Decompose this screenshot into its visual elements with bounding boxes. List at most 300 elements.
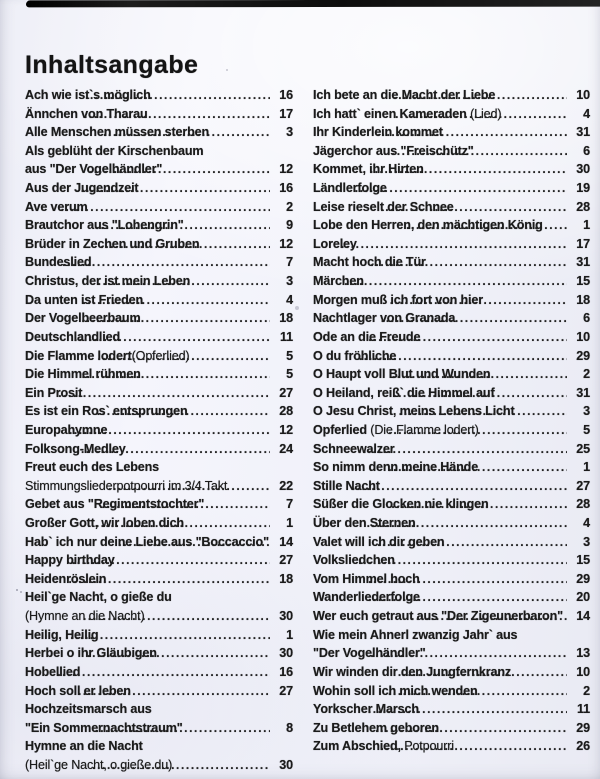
toc-entry-title bbox=[313, 384, 495, 403]
toc-entry bbox=[25, 663, 293, 682]
dot-leader bbox=[84, 105, 270, 124]
page-number: 31 bbox=[576, 125, 590, 140]
dot-leader bbox=[367, 514, 567, 533]
toc-entry-subtitle: (Die Flamme lodert) bbox=[370, 422, 479, 437]
dot-leader bbox=[118, 533, 270, 552]
toc-entry-title bbox=[313, 551, 395, 570]
page-number: 3 bbox=[286, 274, 293, 289]
toc-entry bbox=[25, 682, 293, 701]
dot-leader bbox=[76, 440, 270, 459]
toc-entry-title-text: Wie mein Ahnerl zwanzig Jahr` aus bbox=[313, 627, 518, 642]
toc-entry-title bbox=[25, 365, 141, 384]
toc-entry-title-text: Ländlerfolge bbox=[313, 181, 387, 196]
toc-entry-title bbox=[313, 291, 484, 310]
dot-leader bbox=[393, 86, 567, 105]
toc-entry bbox=[313, 235, 590, 254]
toc-entry-title bbox=[313, 402, 515, 421]
page-number: 13 bbox=[576, 646, 590, 661]
toc-entry-title-text: Opferlied bbox=[313, 422, 371, 437]
toc-entry-title bbox=[313, 570, 420, 589]
toc-entry-title-text: Wer euch getraut aus "Der Zigeunerbaron" bbox=[313, 609, 563, 624]
toc-entry-title-text: "Der Vogelhändler" bbox=[313, 646, 426, 661]
page-number: 30 bbox=[279, 609, 293, 624]
dot-leader bbox=[57, 663, 270, 682]
toc-entry bbox=[313, 737, 590, 756]
toc-entry-title-text: Über den Sternen bbox=[313, 516, 416, 531]
toc-entry bbox=[313, 514, 590, 533]
toc-entry bbox=[25, 291, 293, 310]
toc-entry bbox=[25, 384, 293, 403]
toc-entry bbox=[313, 440, 590, 459]
toc-entry-title bbox=[25, 105, 148, 124]
dot-leader bbox=[392, 365, 567, 384]
toc-entry-title bbox=[25, 347, 190, 366]
toc-entry bbox=[25, 514, 293, 533]
toc-entry-title-text: O Jesu Christ, meins Lebens Licht bbox=[313, 404, 515, 419]
toc-entry-title-text: Ihr Kinderlein kommet bbox=[313, 125, 443, 140]
toc-entry-title-text: Valet will ich dir geben bbox=[313, 534, 445, 549]
toc-entry-title-text: Wir winden dir den Jungfernkranz bbox=[313, 664, 512, 679]
toc-entry-title bbox=[25, 551, 115, 570]
page-number: 2 bbox=[286, 199, 293, 214]
page-number: 17 bbox=[576, 236, 590, 251]
toc-entry bbox=[313, 588, 590, 607]
page-number: 30 bbox=[279, 757, 293, 772]
page-number: 16 bbox=[279, 181, 293, 196]
dot-leader bbox=[85, 86, 270, 105]
toc-entry-title-text: O Heiland, reiß` die Himmel auf bbox=[313, 385, 495, 400]
toc-entry-title-text: Herbei o ihr Gläubigen bbox=[25, 646, 157, 661]
toc-entry-title bbox=[313, 588, 420, 607]
toc-entry bbox=[25, 142, 293, 161]
toc-entry-title bbox=[25, 588, 172, 607]
toc-entry-title bbox=[313, 421, 479, 440]
page-number: 9 bbox=[286, 218, 293, 233]
dot-leader bbox=[368, 328, 567, 347]
page-number: 16 bbox=[279, 664, 293, 679]
toc-entry-title-text: Heil`ge Nacht, o gieße du bbox=[25, 590, 172, 605]
toc-entry bbox=[25, 160, 293, 179]
dot-leader bbox=[108, 477, 270, 496]
page-number: 17 bbox=[279, 106, 293, 121]
dot-leader bbox=[82, 365, 270, 384]
page-number: 29 bbox=[576, 348, 590, 363]
toc-entry-title-text: Märchen bbox=[313, 274, 364, 289]
dot-leader bbox=[62, 253, 270, 272]
toc-entry-title-text: Die Himmel rühmen bbox=[25, 367, 141, 382]
dot-leader bbox=[100, 235, 270, 254]
dot-leader bbox=[390, 291, 567, 310]
toc-entry-title-text: Volksliedchen bbox=[313, 553, 395, 568]
toc-entry-title bbox=[313, 607, 563, 626]
toc-entry-title bbox=[313, 458, 479, 477]
dot-leader bbox=[355, 179, 567, 198]
toc-entry-title bbox=[25, 440, 126, 459]
toc-entry bbox=[313, 105, 590, 124]
page-title: Inhaltsangabe bbox=[25, 51, 199, 79]
toc-entry bbox=[25, 216, 293, 235]
toc-entry bbox=[25, 421, 293, 440]
toc-entry-title bbox=[313, 514, 416, 533]
page-number: 16 bbox=[279, 88, 293, 102]
toc-entry-title bbox=[25, 160, 163, 179]
toc-entry-title-text: Europahymne bbox=[25, 422, 108, 437]
toc-entry bbox=[313, 328, 590, 347]
toc-entry-title-text: Heilig, Heilig bbox=[25, 627, 99, 642]
toc-entry-title-text: Da unten ist Frieden bbox=[25, 292, 144, 307]
dot-leader bbox=[368, 700, 567, 719]
toc-entry-title-text: Die Flamme lodert bbox=[25, 348, 132, 363]
dot-leader bbox=[352, 477, 567, 496]
toc-entry-title bbox=[25, 235, 200, 254]
dot-leader bbox=[359, 347, 567, 366]
dot-leader bbox=[61, 198, 270, 217]
toc-entry-title-text: O Haupt voll Blut und Wunden bbox=[313, 367, 491, 382]
toc-entry-title bbox=[25, 663, 81, 682]
toc-entry bbox=[25, 458, 293, 477]
toc-entry-title bbox=[313, 737, 454, 756]
toc-entry-title bbox=[25, 682, 131, 701]
dot-leader bbox=[398, 663, 567, 682]
toc-entry-title bbox=[25, 533, 269, 552]
toc-entry bbox=[25, 123, 293, 142]
toc-entry bbox=[25, 551, 293, 570]
page-number: 14 bbox=[576, 609, 590, 624]
page-number: 30 bbox=[576, 162, 590, 177]
toc-entry bbox=[313, 719, 590, 738]
page-number: 31 bbox=[576, 385, 590, 400]
toc-entry bbox=[313, 86, 590, 105]
toc-entry-title-text: Ave verum bbox=[25, 199, 88, 214]
toc-entry-title bbox=[313, 142, 474, 161]
toc-entry-title-text: Bundeslied bbox=[25, 255, 92, 270]
toc-entry-title bbox=[313, 328, 421, 347]
toc-entry-subtitle: (Opferlied) bbox=[131, 348, 190, 363]
page-number: 4 bbox=[583, 106, 590, 121]
toc-entry bbox=[313, 421, 590, 440]
dot-leader bbox=[96, 514, 270, 533]
toc-entry-title bbox=[313, 123, 443, 142]
toc-entry-title bbox=[25, 291, 144, 310]
toc-columns bbox=[25, 86, 590, 775]
dot-leader bbox=[69, 570, 270, 589]
page-number: 20 bbox=[576, 590, 590, 605]
dot-leader bbox=[388, 682, 567, 701]
toc-entry-title-text: So nimm denn meine Hände bbox=[313, 460, 479, 475]
toc-entry-title-text: Freut euch des Lebens bbox=[25, 460, 160, 475]
toc-entry bbox=[313, 607, 590, 626]
toc-entry-title bbox=[313, 179, 387, 198]
dot-leader bbox=[87, 644, 270, 663]
page-number: 28 bbox=[279, 404, 293, 419]
toc-entry-title bbox=[25, 216, 184, 235]
toc-entry-title-text: Ein Prosit bbox=[25, 385, 83, 400]
dot-leader bbox=[98, 272, 270, 291]
toc-entry bbox=[313, 384, 590, 403]
dot-leader bbox=[381, 309, 567, 328]
toc-entry bbox=[25, 756, 293, 775]
toc-entry-title bbox=[25, 607, 145, 626]
toc-entry-title bbox=[313, 365, 491, 384]
toc-entry-title-text: Wanderliederfolge bbox=[313, 590, 420, 605]
page-number: 12 bbox=[279, 162, 293, 177]
toc-entry bbox=[25, 309, 293, 328]
dot-leader bbox=[341, 235, 567, 254]
toc-entry-title bbox=[313, 198, 454, 217]
toc-entry-title bbox=[25, 384, 83, 403]
page-number: 24 bbox=[279, 441, 293, 456]
toc-entry-title-text: Christus, der ist mein Leben bbox=[25, 274, 191, 289]
toc-entry-title bbox=[313, 105, 502, 124]
toc-entry-title bbox=[313, 160, 424, 179]
toc-entry-title bbox=[313, 235, 357, 254]
toc-entry bbox=[313, 458, 590, 477]
page-number: 12 bbox=[279, 236, 293, 251]
toc-entry-title bbox=[313, 626, 517, 645]
toc-entry bbox=[25, 253, 293, 272]
toc-entry bbox=[25, 700, 293, 719]
toc-entry bbox=[313, 626, 590, 645]
toc-entry-title bbox=[313, 682, 478, 701]
toc-entry-title-text: Alle Menschen müssen sterben bbox=[25, 125, 210, 140]
toc-entry-title-text: Ich bete an die Macht der Liebe bbox=[313, 88, 496, 102]
toc-entry-title bbox=[313, 253, 426, 272]
page-number: 27 bbox=[576, 478, 590, 493]
dot-leader bbox=[65, 626, 270, 645]
toc-entry-title bbox=[313, 477, 380, 496]
dot-leader bbox=[399, 402, 567, 421]
page-number: 27 bbox=[279, 683, 293, 698]
dot-leader bbox=[370, 644, 567, 663]
page-number: 27 bbox=[279, 385, 293, 400]
dot-leader bbox=[72, 551, 270, 570]
toc-entry bbox=[313, 272, 590, 291]
dot-leader bbox=[96, 216, 270, 235]
page-number: 29 bbox=[576, 720, 590, 735]
dot-leader bbox=[78, 682, 270, 701]
toc-entry-title-text: Heidenröslein bbox=[25, 571, 107, 586]
toc-entry bbox=[313, 253, 590, 272]
toc-entry-title-text: Kommet, ihr Hirten bbox=[313, 162, 424, 177]
toc-entry-title bbox=[313, 533, 445, 552]
toc-entry bbox=[313, 700, 590, 719]
dot-leader bbox=[380, 198, 567, 217]
page-number: 3 bbox=[583, 534, 590, 549]
toc-entry-title-text: Yorkscher Marsch bbox=[313, 702, 419, 717]
toc-entry-title bbox=[313, 644, 426, 663]
dot-leader bbox=[83, 607, 270, 626]
toc-entry-title bbox=[313, 440, 395, 459]
page-number: 1 bbox=[583, 460, 590, 475]
dot-leader bbox=[368, 570, 567, 589]
toc-entry-title-text: Süßer die Glocken nie klingen bbox=[313, 497, 489, 512]
page-number: 19 bbox=[576, 181, 590, 196]
dot-leader bbox=[393, 384, 567, 403]
toc-entry-title bbox=[25, 570, 107, 589]
toc-entry bbox=[25, 533, 293, 552]
toc-entry bbox=[25, 719, 293, 738]
toc-entry-title-text: aus "Der Vogelhändler" bbox=[25, 162, 163, 177]
toc-entry-title-text: Leise rieselt der Schnee bbox=[313, 199, 454, 214]
toc-entry-subtitle: (Heil`ge Nacht, o gieße du) bbox=[25, 757, 173, 772]
toc-entry-subtitle: (Hymne an die Nacht) bbox=[25, 609, 145, 624]
page-number: 15 bbox=[576, 553, 590, 568]
dot-leader bbox=[370, 253, 567, 272]
toc-entry bbox=[25, 440, 293, 459]
dot-leader bbox=[358, 440, 567, 459]
scan-speck bbox=[16, 589, 18, 591]
page-number: 3 bbox=[286, 125, 293, 140]
dot-leader bbox=[97, 402, 270, 421]
dot-leader bbox=[395, 105, 567, 124]
page-number: 6 bbox=[583, 143, 590, 158]
page-number: 10 bbox=[576, 88, 590, 102]
toc-entry-title-text: Nachtlager von Granada bbox=[313, 311, 456, 326]
page-number: 11 bbox=[576, 702, 590, 717]
page-number: 6 bbox=[583, 311, 590, 326]
page-number: 7 bbox=[286, 255, 293, 270]
toc-entry-subtitle: Potpourri bbox=[404, 739, 454, 754]
toc-entry bbox=[25, 86, 293, 105]
page-number: 14 bbox=[279, 534, 293, 549]
toc-entry-title-text: Ännchen von Tharau bbox=[25, 106, 148, 121]
toc-entry-title-text: Gebet aus "Regimentstochter" bbox=[25, 497, 205, 512]
page-number: 18 bbox=[576, 292, 590, 307]
page-number: 18 bbox=[279, 311, 293, 326]
toc-entry bbox=[313, 216, 590, 235]
dot-leader bbox=[97, 347, 270, 366]
toc-entry-title bbox=[25, 86, 151, 105]
toc-entry-title-text: Brautchor aus "Lohengrin" bbox=[25, 218, 184, 233]
toc-entry bbox=[25, 235, 293, 254]
toc-entry-title-text: Vom Himmel hoch bbox=[313, 571, 420, 586]
page-number: 2 bbox=[583, 367, 590, 382]
toc-entry-title-text: Stille Nacht bbox=[313, 478, 380, 493]
toc-entry-title bbox=[313, 347, 397, 366]
toc-entry bbox=[25, 198, 293, 217]
page-number: 25 bbox=[576, 441, 590, 456]
toc-entry-title bbox=[25, 123, 210, 142]
page-number: 27 bbox=[279, 553, 293, 568]
toc-entry bbox=[313, 495, 590, 514]
page-number: 22 bbox=[279, 478, 293, 493]
dot-leader bbox=[74, 328, 270, 347]
toc-entry-title-text: Jägerchor aus "Freischütz" bbox=[313, 143, 474, 158]
page-number: 26 bbox=[576, 739, 590, 754]
toc-entry bbox=[25, 328, 293, 347]
page-number: 31 bbox=[576, 255, 590, 270]
toc-entry-title bbox=[313, 309, 456, 328]
page-number: 12 bbox=[279, 422, 293, 437]
toc-entry-title bbox=[313, 86, 496, 105]
page-number: 28 bbox=[576, 199, 590, 214]
page-number: 4 bbox=[286, 292, 293, 307]
page-number: 18 bbox=[279, 571, 293, 586]
page-number: 29 bbox=[576, 571, 590, 586]
toc-entry-title bbox=[25, 495, 205, 514]
page-number: 10 bbox=[576, 664, 590, 679]
toc-entry-title-text: Hobellied bbox=[25, 664, 81, 679]
dot-leader bbox=[391, 495, 567, 514]
toc-entry bbox=[313, 179, 590, 198]
toc-entry-title bbox=[25, 737, 143, 756]
toc-entry-title-text: Folksong-Medley bbox=[25, 441, 126, 456]
dot-leader bbox=[89, 160, 270, 179]
toc-entry-title bbox=[25, 477, 228, 496]
toc-entry-title bbox=[25, 756, 173, 775]
toc-entry-title-text: Macht hoch die Tür bbox=[313, 255, 426, 270]
toc-entry bbox=[25, 737, 293, 756]
toc-entry bbox=[313, 682, 590, 701]
toc-entry-title bbox=[25, 179, 139, 198]
toc-entry-title-text: Ich hatt` einen Kameraden bbox=[313, 106, 471, 121]
dot-leader bbox=[95, 719, 270, 738]
toc-entry-title-text: Großer Gott, wir loben dich bbox=[25, 516, 184, 531]
toc-entry-title-text: Hochzeitsmarsch aus bbox=[25, 702, 152, 717]
toc-entry bbox=[25, 570, 293, 589]
toc-entry-title bbox=[25, 644, 157, 663]
toc-entry-title bbox=[25, 142, 203, 161]
toc-entry bbox=[313, 477, 590, 496]
toc-entry bbox=[25, 179, 293, 198]
toc-entry-title-text: "Ein Sommernachtstraum" bbox=[25, 720, 183, 735]
dot-leader bbox=[406, 216, 567, 235]
dot-leader bbox=[387, 142, 567, 161]
toc-entry-title bbox=[25, 198, 88, 217]
toc-entry bbox=[25, 607, 293, 626]
toc-entry-title bbox=[25, 514, 184, 533]
dot-leader bbox=[388, 421, 567, 440]
toc-entry bbox=[313, 291, 590, 310]
toc-entry-title-text: Als geblüht der Kirschenbaum bbox=[25, 143, 204, 158]
toc-column-right bbox=[313, 86, 590, 775]
toc-entry-title-text: Hymne an die Nacht bbox=[25, 739, 143, 754]
page-number: 5 bbox=[286, 367, 293, 382]
toc-entry-title-text: Aus der Jugendzeit bbox=[25, 181, 139, 196]
dot-leader bbox=[82, 309, 270, 328]
toc-entry-title bbox=[25, 700, 152, 719]
dot-leader bbox=[92, 756, 270, 775]
page-number: 28 bbox=[576, 497, 590, 512]
dot-leader bbox=[358, 551, 567, 570]
page-number: 7 bbox=[286, 497, 293, 512]
toc-entry bbox=[25, 495, 293, 514]
toc-entry-title bbox=[313, 700, 419, 719]
toc-entry bbox=[313, 644, 590, 663]
dot-leader bbox=[82, 291, 270, 310]
page-number: 1 bbox=[286, 627, 293, 642]
toc-entry bbox=[313, 347, 590, 366]
page-number: 3 bbox=[583, 404, 590, 419]
page-number: 30 bbox=[279, 646, 293, 661]
toc-entry bbox=[313, 198, 590, 217]
toc-entry-subtitle: Stimmungsliederpotpourri im 3/4 Takt bbox=[25, 478, 228, 493]
page-number: 1 bbox=[583, 218, 590, 233]
dot-leader bbox=[377, 533, 567, 552]
toc-entry-title bbox=[25, 328, 121, 347]
dot-leader bbox=[344, 272, 567, 291]
toc-entry-title-text: O du fröhliche bbox=[313, 348, 397, 363]
toc-entry-title-text: Zum Abschied, bbox=[313, 739, 405, 754]
toc-entry-title bbox=[25, 402, 188, 421]
dot-leader bbox=[58, 384, 270, 403]
toc-entry bbox=[25, 626, 293, 645]
page-number: 10 bbox=[576, 329, 590, 344]
scan-edge-artifact bbox=[26, 0, 600, 7]
page-number: 15 bbox=[576, 274, 590, 289]
toc-entry-title-text: Ode an die Freude bbox=[313, 329, 421, 344]
page-number: 2 bbox=[583, 683, 590, 698]
